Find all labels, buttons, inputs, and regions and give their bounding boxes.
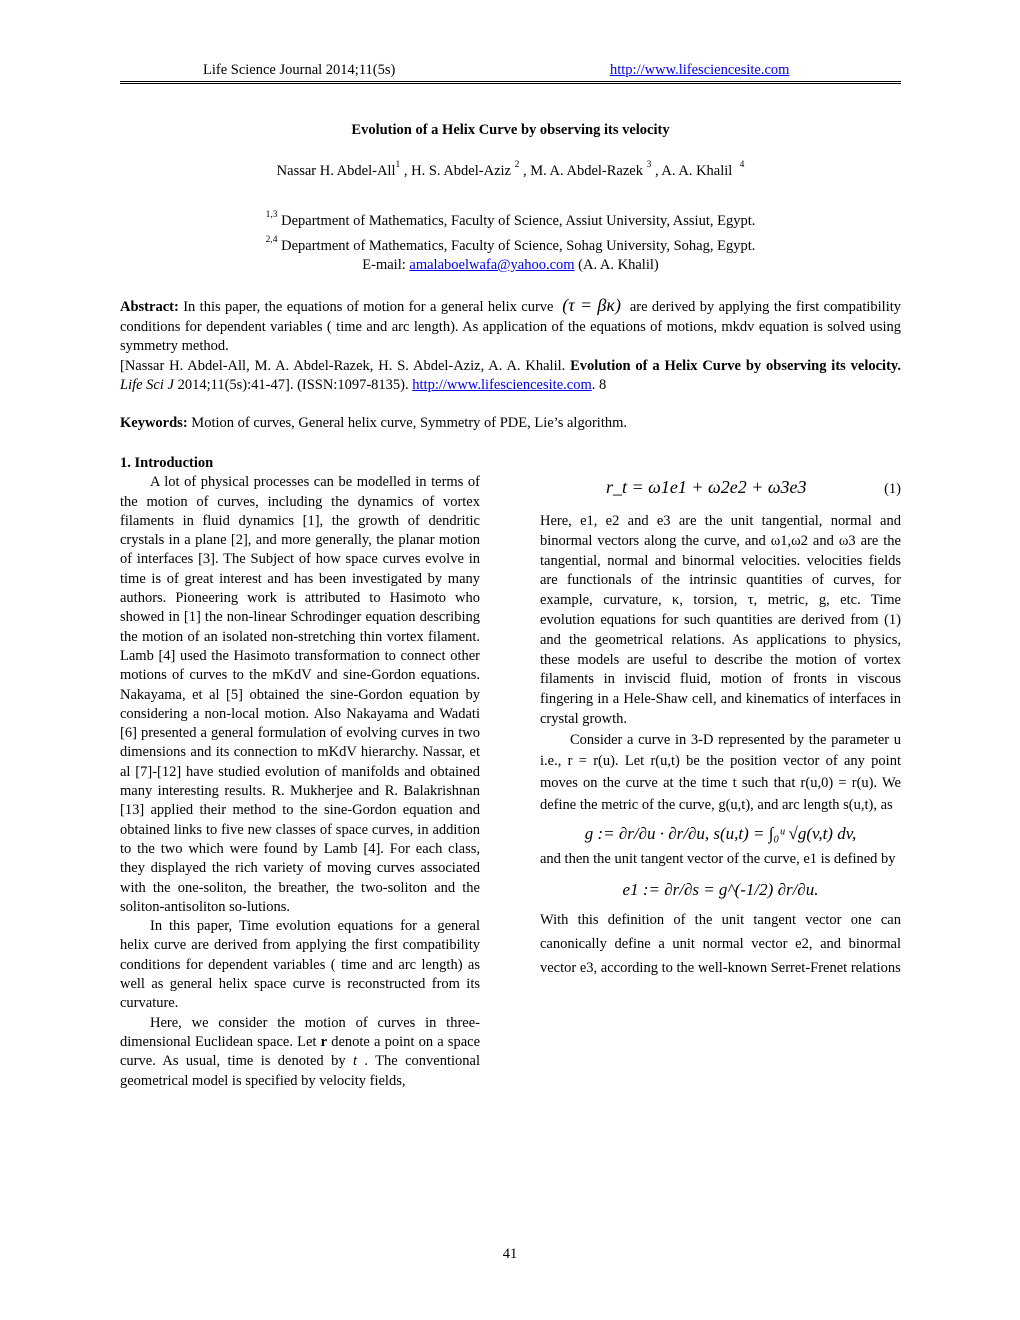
intro-paragraph-2: In this paper, Time evolution equations for a general helix curve are derived from applying the first compatibility conditions for dependent variables ( time and arc length) as well as general helix space curve is reconstructed from its curvature. (120, 918, 480, 1012)
affiliation-2 (120, 235, 901, 255)
author-2: , H. S. Abdel-Aziz (403, 163, 511, 179)
abstract-text-1: In this paper, the equations of motion for a general helix curve (178, 299, 558, 315)
citation-journal: Life Sci J (120, 377, 174, 394)
affiliation-1 (120, 210, 901, 230)
affiliation-2-sup: 2,4 (265, 235, 278, 245)
journal-header: Life Science Journal 2014;11(5s) (203, 62, 396, 78)
right-column (540, 478, 901, 980)
right-paragraph-4: With this definition of the unit tangent vector one can canonically define a unit normal vector e2, and binormal vector e3, according to the well-known Serret-Frenet relations (540, 911, 901, 976)
abstract-formula: (τ = βκ) (562, 295, 622, 315)
intro-p3-a: Here, we consider the motion of curves in three-dimensional Euclidean space. Let (120, 1014, 480, 1050)
intro-paragraph-1: A lot of physical processes can be modelled in terms of the motion of curves, including the dynamics of vortex filaments in fluid dynamics [1], the growth of dendritic crystals in a plane [2], and more generally, the planar motion of interfaces [3]. The Subject of how space curves evolve in time is of great interest and has been investigated by many authors. Pioneering work is attributed to Hasimoto who showed in [1] the non-linear Schrodinger equation describing the motion of an isolated non-stretching thin vortex filament. Lamb [4] used the Hasimoto transformation to connect other motions of curves to the mKdV and sine-Gordon equations. Nakayama, et al [5] obtained the sine-Gordon equation by considering a non-local motion. Also Nakayama and Wadati [6] presented a general formulation of evolving curves in two dimensions and its connection to mKdV hierarchy. Nassar, et al [7]-[12] have studied evolution of manifolds and obtained many interesting results. R. Mukherjee and R. Balakrishnan [13] applied their method to the sine-Gordon equation and obtained links to five new classes of space curves, in addition to the two which were found by Lamb [4]. For each class, they displayed the rich variety of moving curves associated with the one-soliton, the breather, the two-soliton and the soliton-antisoliton so-lutions. (120, 474, 480, 915)
author-1: Nassar H. Abdel-All (276, 163, 396, 179)
intro-paragraph-3 (120, 1014, 480, 1091)
intro-p3-t: t (352, 1053, 358, 1070)
keywords-label: Keywords: (120, 415, 188, 431)
citation-url-link[interactable]: http://www.lifesciencesite.com (412, 377, 592, 394)
left-column (120, 454, 480, 1091)
abstract (120, 296, 901, 396)
header-rule (120, 81, 901, 84)
section-heading: 1. Introduction (120, 455, 214, 471)
page-number: 41 (502, 1246, 518, 1262)
intro-p3-r: r (320, 1033, 328, 1050)
keywords (120, 415, 901, 432)
author-list (120, 160, 901, 180)
paper-title: Evolution of a Helix Curve by observing its velocity (351, 122, 670, 138)
equation-1-number: (1) (884, 481, 901, 497)
intro-p3-b: denote a point on a space curve. As usual, time is denoted by (120, 1033, 481, 1070)
citation-prefix: [Nassar H. Abdel-All, M. A. Abdel-Razek, H. S. Abdel-Aziz, A. A. Khalil. (120, 357, 571, 374)
abstract-text-2: are derived by applying the first compatibility conditions for dependent variables ( time and arc length). As application of the equations of motions, mkdv equation is solved using symmetry method. (120, 299, 902, 355)
author-4: , A. A. Khalil (654, 163, 733, 179)
citation-end: . 8 (591, 377, 607, 394)
keywords-text: Motion of curves, General helix curve, Symmetry of PDE, Lie’s algorithm. (187, 415, 628, 431)
right-paragraph-3: and then the unit tangent vector of the curve, e1 is defined by (540, 851, 896, 868)
email-suffix: (A. A. Khalil) (574, 257, 659, 273)
abstract-label: Abstract: (120, 299, 179, 315)
equation-1-body: r_t = ω1e1 + ω2e2 + ω3e3 (606, 477, 807, 497)
author-2-sup: 2 (514, 160, 520, 170)
right-paragraph-2: Consider a curve in 3-D represented by the parameter u i.e., r = r(u). Let r(u,t) be the position vector of any point moves on the curve at the time t such that r(u,0) = r(u). We define the metric of the curve, g(u,t), and arc length s(u,t), as (540, 731, 901, 813)
journal-url-link[interactable]: http://www.lifesciencesite.com (610, 62, 790, 78)
author-1-sup: 1 (395, 160, 401, 170)
intro-p3-c: . The conventional geometrical model is specified by velocity fields, (120, 1053, 480, 1089)
equation-3: e1 := ∂r/∂s = g^(-1/2) ∂r/∂u. (622, 880, 819, 900)
equation-2: g := ∂r/∂u · ∂r/∂u, s(u,t) = ∫₀ᵘ √g(v,t) dv, (584, 824, 857, 844)
author-4-sup: 4 (739, 160, 745, 170)
equation-1 (540, 478, 901, 504)
citation-title: Evolution of a Helix Curve by observing its velocity. (570, 357, 901, 374)
email-label: E-mail: (362, 257, 410, 273)
email-link[interactable]: amalaboelwafa@yahoo.com (409, 257, 575, 273)
email-line (120, 257, 901, 274)
author-3: , M. A. Abdel-Razek (522, 163, 643, 179)
citation-rest: 2014;11(5s):41-47]. (ISSN:1097-8135). (173, 377, 413, 394)
affiliation-1-text: Department of Mathematics, Faculty of Science, Assiut University, Assiut, Egypt. (281, 213, 756, 229)
author-3-sup: 3 (646, 160, 652, 170)
affiliation-2-text: Department of Mathematics, Faculty of Science, Sohag University, Sohag, Egypt. (281, 238, 756, 254)
right-paragraph-1: Here, e1, e2 and e3 are the unit tangential, normal and binormal vectors along the curve, and ω1,ω2 and ω3 are the tangential, normal and binormal velocities. velocities fields are functionals of the intrinsic quantities of curves, for example, curvature, κ, torsion, τ, metric, g, etc. Time evolution equations for such quantities are derived from (1) and the geometrical relations. As applications to physics, these models are useful to describe the motion of vortex filaments in inviscid fluid, motion of fronts in viscous fingering in a Hele-Shaw cell, and kinematics of interfaces in crystal growth. (540, 513, 901, 727)
affiliation-1-sup: 1,3 (265, 210, 278, 220)
